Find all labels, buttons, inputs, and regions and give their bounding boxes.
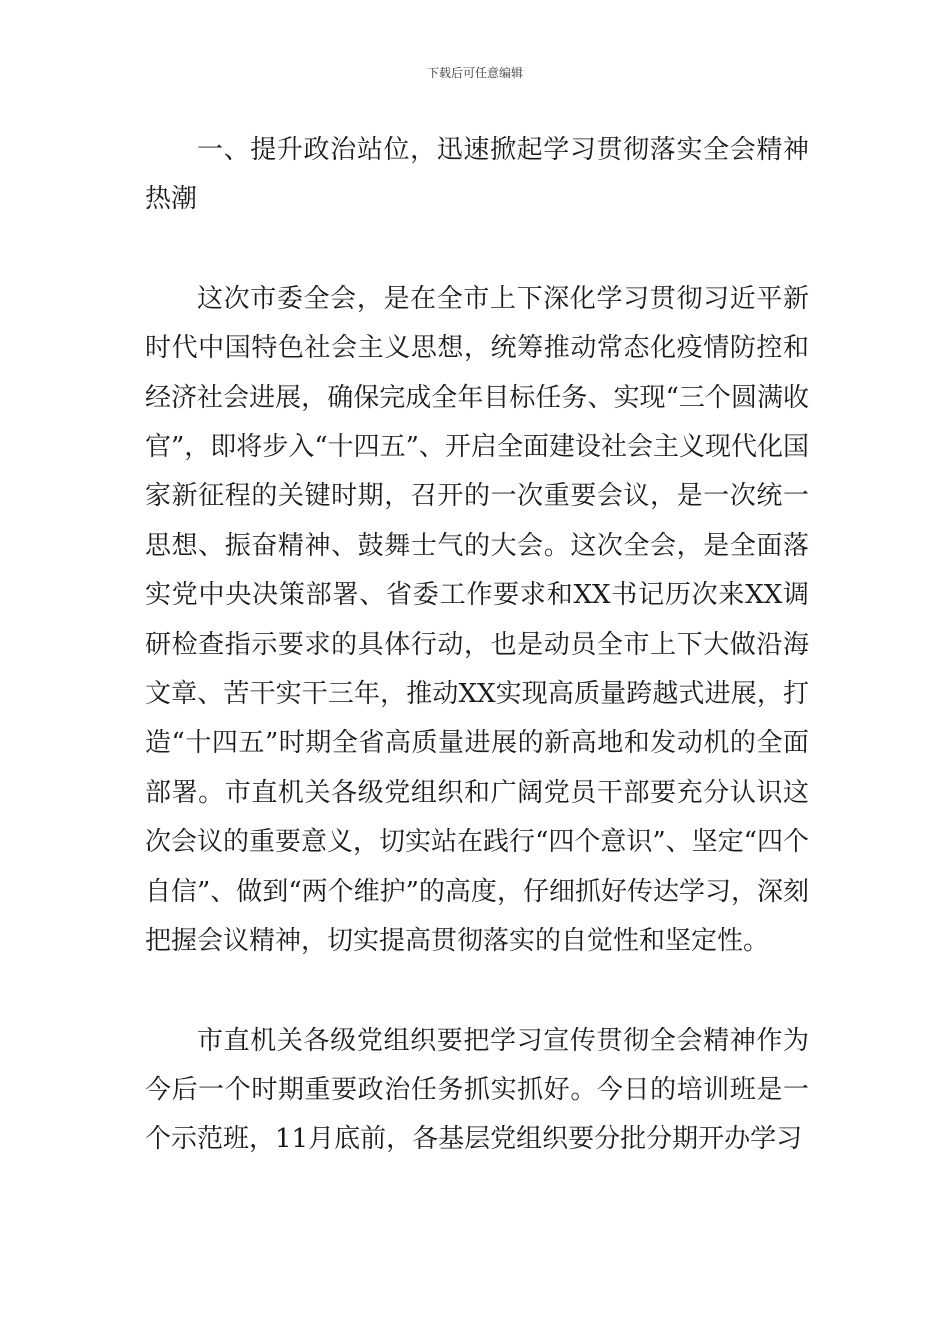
- paragraph-spacer: [145, 225, 809, 275]
- paragraph-spacer: [145, 967, 809, 1017]
- body-paragraph-1: 这次市委全会，是在全市上下深化学习贯彻习近平新时代中国特色社会主义思想，统筹推动常态化疫情防控和经济社会进展，确保完成全年目标任务、实现“三个圆满收官”，即将步入“十四五”、开启全面建设社会主义现代化国家新征程的关键时期，召开的一次重要会议，是一次统一思想、振奋精神、鼓舞士气的大会。这次全会，是全面落实党中央决策部署、省委工作要求和XX书记历次来XX调研检查指示要求的具体行动，也是动员全市上下大做沿海文章、苦干实干三年，推动XX实现高质量跨越式进展，打造“十四五”时期全省高质量进展的新高地和发动机的全面部署。市直机关各级党组织和广阔党员干部要充分认识这次会议的重要意义，切实站在践行“四个意识”、坚定“四个自信”、做到“两个维护”的高度，仔细抓好传达学习，深刻把握会议精神，切实提高贯彻落实的自觉性和坚定性。: [145, 283, 809, 957]
- page-header-note: 下载后可任意编辑: [426, 66, 523, 80]
- document-body: [145, 126, 809, 1165]
- body-paragraph-2: 市直机关各级党组织要把学习宣传贯彻全会精神作为今后一个时期重要政治任务抓实抓好。今日的培训班是一个示范班，11月底前，各基层党组织要分批分期开办学习: [145, 1025, 809, 1155]
- section-heading: 一、提升政治站位，迅速掀起学习贯彻落实全会精神热潮: [145, 135, 809, 215]
